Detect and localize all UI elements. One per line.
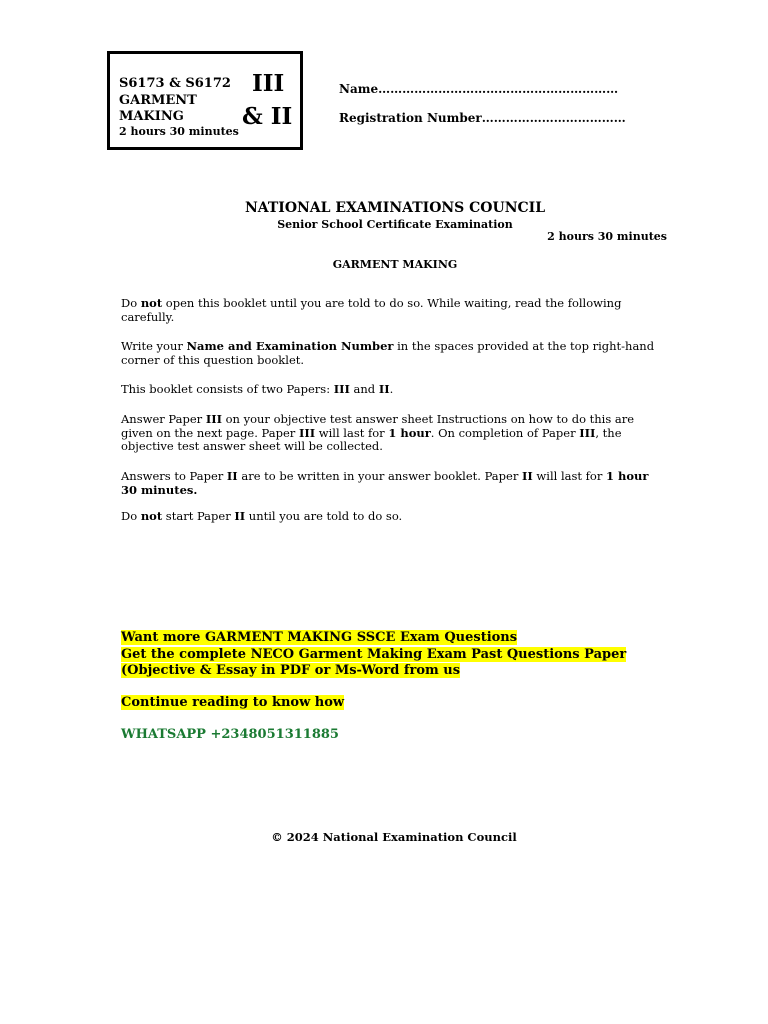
promo-line-2: Get the complete NECO Garment Making Exam Past Questions Paper: [121, 646, 627, 662]
box-duration: 2 hours 30 minutes: [119, 125, 239, 138]
exam-duration: 2 hours 30 minutes: [547, 230, 667, 243]
copyright-footer: © 2024 National Examination Council: [271, 830, 517, 844]
paper-number-ii: & II: [242, 103, 293, 130]
whatsapp-contact[interactable]: WHATSAPP +2348051311885: [121, 727, 339, 742]
council-title: NATIONAL EXAMINATIONS COUNCIL: [244, 200, 546, 216]
instruction-4: Answer Paper III on your objective test answer sheet Instructions on how to do this are given on the next page. Paper III will last for 1 hour. On completion of Paper III, the objective test answer sheet will be collected.: [121, 412, 635, 453]
subject-heading: GARMENT MAKING: [332, 258, 458, 271]
instruction-3: This booklet consists of two Papers: III and II.: [121, 382, 394, 396]
exam-subtitle: Senior School Certificate Examination: [277, 218, 513, 231]
paper-code: S6173 & S6172: [119, 76, 231, 91]
promo-line-3: (Objective & Essay in PDF or Ms-Word from us: [121, 663, 461, 678]
instruction-2: Write your Name and Examination Number in the spaces provided at the top right-hand corner of this question booklet.: [121, 339, 655, 367]
instruction-5: Answers to Paper II are to be written in your answer booklet. Paper II will last for 1 hour 30 minutes.: [121, 469, 649, 497]
promo-continue: [121, 695, 344, 712]
subject-line-2: MAKING: [119, 109, 184, 124]
paper-number-iii: III: [252, 70, 285, 97]
subject-line-1: GARMENT: [119, 93, 197, 108]
paper-code-box: [107, 51, 303, 150]
instruction-1: Do not open this booklet until you are told to do so. While waiting, read the following carefully.: [121, 296, 622, 324]
promo-block: [121, 630, 626, 680]
subject-name: [119, 93, 197, 125]
promo-continue-text: Continue reading to know how: [121, 695, 345, 710]
registration-field: Registration Number………………………………: [339, 111, 626, 125]
instruction-6: Do not start Paper II until you are told to do so.: [121, 509, 403, 523]
name-field: Name……………………………………………………: [339, 82, 619, 96]
promo-line-1: Want more GARMENT MAKING SSCE Exam Questions: [121, 630, 518, 645]
